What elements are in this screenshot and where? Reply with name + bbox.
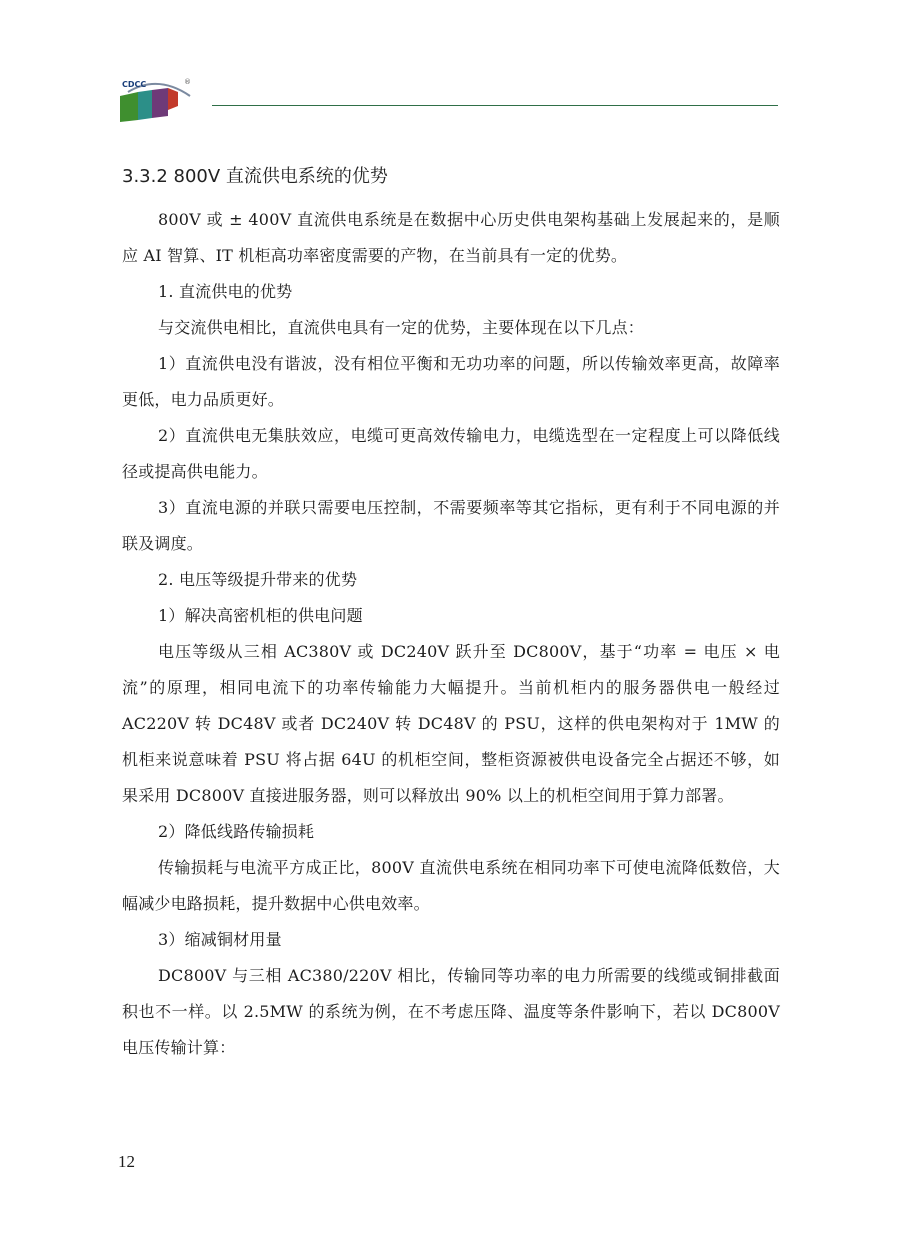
list-item-title: 1）解决高密机柜的供电问题 — [158, 606, 363, 625]
paragraph: 电压等级从三相 AC380V 或 DC240V 跃升至 DC800V，基于“功率 = 电压 × 电流”的原理，相同电流下的功率传输能力大幅提升。当前机柜内的服务器供电一般经过 AC220V 转 DC48V 或者 DC240V 转 DC48V 的 PSU，这样的供电架构对于 1MW 的机柜来说意味着 PSU 将占据 64U 的机柜空间，整柜资源被供电设备完全占据还不够，如果采用 DC800V 直接进服务器，则可以释放出 90% 以上的机柜空间用于算力部署。 — [122, 642, 780, 805]
section-heading: 3.3.2 800V 直流供电系统的优势 — [122, 166, 388, 187]
paragraph: 800V 或 ± 400V 直流供电系统是在数据中心历史供电架构基础上发展起来的，是顺应 AI 智算、IT 机柜高功率密度需要的产物，在当前具有一定的优势。 — [122, 210, 780, 265]
logo-purple-block — [152, 88, 168, 118]
page-content — [122, 164, 780, 1066]
header-rule — [212, 105, 778, 106]
paragraph: 与交流供电相比，直流供电具有一定的优势，主要体现在以下几点： — [158, 318, 645, 337]
list-item-title: 2）降低线路传输损耗 — [158, 822, 315, 841]
paragraph: 传输损耗与电流平方成正比，800V 直流供电系统在相同功率下可使电流降低数倍，大幅减少电路损耗，提升数据中心供电效率。 — [122, 858, 780, 913]
page-number: 12 — [118, 1152, 135, 1171]
paragraph: DC800V 与三相 AC380/220V 相比，传输同等功率的电力所需要的线缆或铜排截面积也不一样。以 2.5MW 的系统为例，在不考虑压降、温度等条件影响下，若以 DC800V 电压传输计算： — [122, 966, 780, 1057]
logo-teal-block — [138, 90, 152, 120]
list-item-title: 3）缩减铜材用量 — [158, 930, 282, 949]
logo-text: CDCC — [122, 80, 147, 89]
cdcc-logo — [118, 76, 198, 122]
logo-registered-mark: ® — [184, 78, 191, 86]
subheading: 2. 电压等级提升带来的优势 — [158, 570, 358, 589]
list-item: 1）直流供电没有谐波，没有相位平衡和无功功率的问题，所以传输效率更高，故障率更低，电力品质更好。 — [122, 354, 780, 409]
subheading: 1. 直流供电的优势 — [158, 282, 293, 301]
logo-green-block — [120, 92, 138, 122]
logo-red-block — [168, 88, 178, 110]
list-item: 3）直流电源的并联只需要电压控制，不需要频率等其它指标，更有利于不同电源的并联及调度。 — [122, 498, 780, 553]
list-item: 2）直流供电无集肤效应，电缆可更高效传输电力，电缆选型在一定程度上可以降低线径或提高供电能力。 — [122, 426, 780, 481]
